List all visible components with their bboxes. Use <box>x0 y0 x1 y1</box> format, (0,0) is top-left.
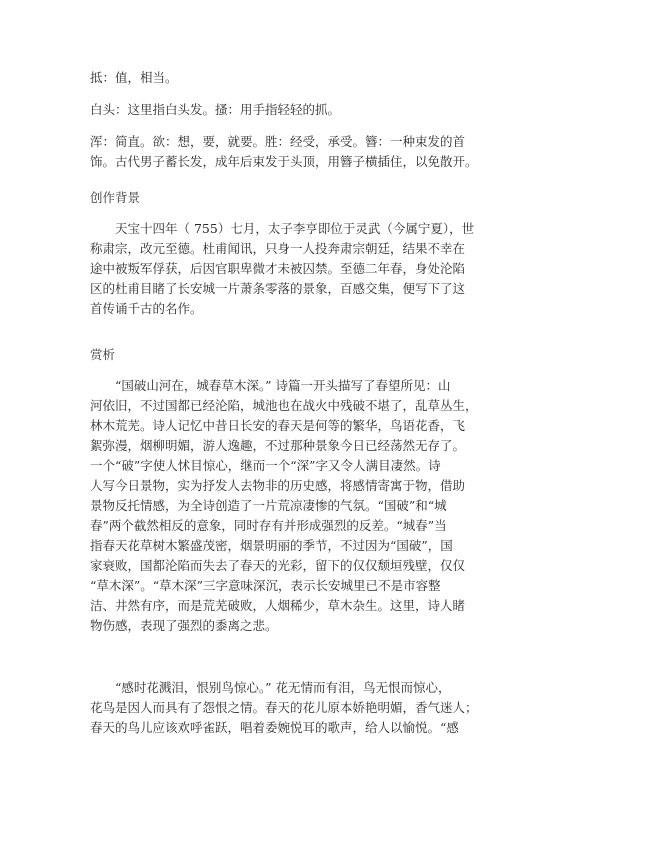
analysis-line: 一个“破”字使人怵目惊心，继而一个“深”字又令人满目凄然。诗 <box>90 458 441 473</box>
background-line: 途中被叛军俘获，后因官职卑微才未被囚禁。至德二年春，身处沦陷 <box>90 261 466 276</box>
analysis-line: 花鸟是因人而具有了怨恨之情。春天的花儿原本娇艳明媚，香气迷人； <box>90 700 478 715</box>
note-hun <box>90 132 560 172</box>
note-line: 抵：值，相当。 <box>90 70 178 85</box>
background-line: 称肃宗，改元至德。杜甫闻讯，只身一人投奔肃宗朝廷，结果不幸在 <box>90 241 466 256</box>
note-baitou <box>90 100 560 120</box>
analysis-line: 指春天花草树木繁盛茂密，烟景明丽的季节，不过因为“国破”，国 <box>90 538 453 553</box>
background-line: 区的杜甫目睹了长安城一片萧条零落的景象，百感交集，便写下了这 <box>90 281 466 296</box>
background-line: 天宝十四年（ 755）七月，太子李亨即位于灵武（今属宁夏），世 <box>115 221 475 236</box>
analysis-line: 家衰败，国都沦陷而失去了春天的光彩，留下的仅仅颓垣残壁，仅仅 <box>90 558 466 573</box>
analysis-line: 春”两个截然相反的意象，同时存有并形成强烈的反差。“城春”当 <box>90 518 447 533</box>
note-line: 浑：简直。欲：想，要，就要。胜：经受，承受。簪：一种束发的首 <box>90 134 466 149</box>
analysis-line: “草木深”。“草木深”三字意味深沉，表示长安城里已不是市容整 <box>90 578 441 593</box>
analysis-line: “感时花溅泪，恨别鸟惊心。” 花无情而有泪，鸟无恨而惊心， <box>115 680 451 695</box>
analysis-line: 人写今日景物，实为抒发人去物非的历史感，将感情寄寓于物，借助 <box>90 478 466 493</box>
section-heading-analysis: 赏析 <box>90 347 116 362</box>
analysis-paragraph-2 <box>90 678 560 738</box>
background-line: 首传诵千古的名作。 <box>90 301 203 316</box>
analysis-line: 春天的鸟儿应该欢呼雀跃，唱着委婉悦耳的歌声，给人以愉悦。“感 <box>90 720 459 735</box>
analysis-line: “国破山河在，城春草木深。” 诗篇一开头描写了春望所见：山 <box>115 378 451 393</box>
note-line: 白头：这里指白头发。搔：用手指轻轻的抓。 <box>90 102 341 117</box>
analysis-line: 景物反托情感，为全诗创造了一片荒凉凄惨的气氛。“国破”和“城 <box>90 498 447 513</box>
analysis-line: 林木荒芜。诗人记忆中昔日长安的春天是何等的繁华，鸟语花香，飞 <box>90 418 466 433</box>
section-heading-background: 创作背景 <box>90 190 141 205</box>
note-di <box>90 68 560 88</box>
analysis-paragraph-1 <box>90 376 560 636</box>
analysis-line: 洁、井然有序，而是荒芜破败，人烟稀少，草木杂生。这里，诗人睹 <box>90 598 466 613</box>
note-line: 饰。古代男子蓄长发，成年后束发于头顶，用簪子横插住，以免散开。 <box>90 154 478 169</box>
background-paragraph <box>90 219 560 319</box>
analysis-line: 河依旧，不过国都已经沦陷，城池也在战火中残破不堪了，乱草丛生， <box>90 398 478 413</box>
analysis-line: 絮弥漫，烟柳明媚，游人逸趣，不过那种景象今日已经荡然无存了。 <box>90 438 466 453</box>
analysis-line: 物伤感，表现了强烈的黍离之悲。 <box>90 618 278 633</box>
